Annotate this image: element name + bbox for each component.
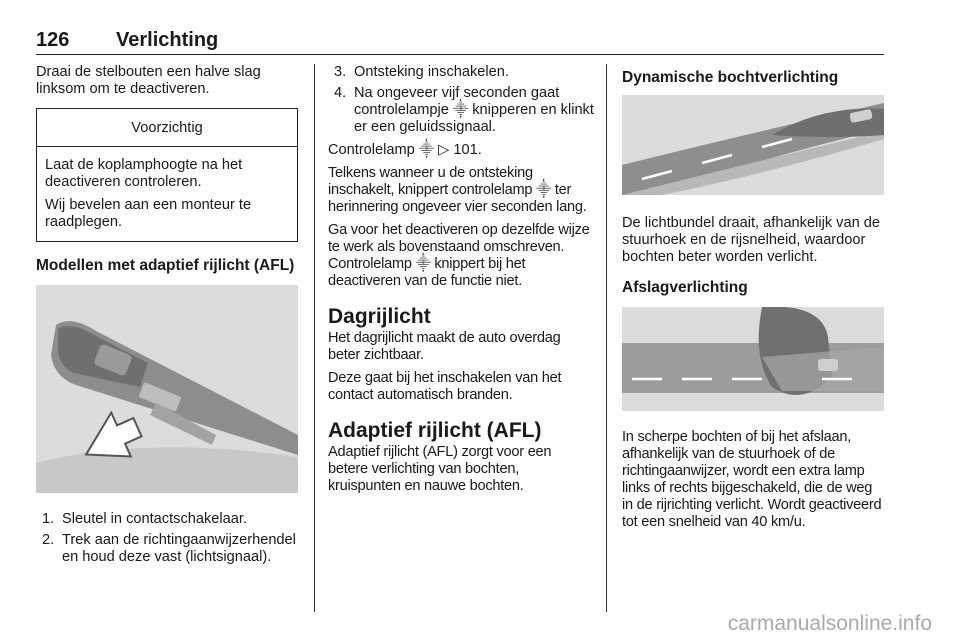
caution-box <box>36 108 298 242</box>
column-right <box>622 64 884 537</box>
paragraph: Adaptief rijlicht (AFL) zorgt voor een betere verlichting van bochten, kruispunten en nauwe bochten. <box>328 444 552 494</box>
caution-title: Voorzichtig <box>37 109 297 147</box>
afl-models-heading: Modellen met adaptief rijlicht (AFL) <box>36 257 295 274</box>
column-left <box>36 64 298 572</box>
page-number: 126 <box>36 29 70 51</box>
step-list <box>328 64 594 136</box>
lever-illustration <box>36 285 298 493</box>
caution-text: Wij bevelen aan een monteur te raadplegen. <box>45 197 252 230</box>
list-item: 3. Ontsteking inschakelen. <box>334 64 509 80</box>
dynamic-bend-heading: Dynamische bochtverlichting <box>622 69 839 86</box>
cornering-light-illustration <box>622 307 884 411</box>
column-divider <box>606 64 607 612</box>
caution-text: Laat de koplamphoogte na het deactiveren controleren. <box>45 157 243 190</box>
adaptive-lights-heading: Adaptief rijlicht (AFL) <box>328 419 542 442</box>
column-middle <box>328 64 594 501</box>
list-item: 1. Sleutel in contactschakelaar. <box>42 511 247 527</box>
section-title: Verlichting <box>116 29 219 51</box>
paragraph: Ga voor het deactiveren op dezelfde wijze te werk als bovenstaand omschreven. Controlelamp ⸎ knippert bij het deactiveren van de functie niet. <box>328 222 590 289</box>
paragraph: Deze gaat bij het inschakelen van het contact automatisch branden. <box>328 370 562 403</box>
paragraph: Het dagrijlicht maakt de auto overdag beter zichtbaar. <box>328 330 561 363</box>
paragraph: Telkens wanneer u de ontsteking inschakelt, knippert controlelamp ⸎ ter herinnering ongeveer vier seconden lang. <box>328 165 587 215</box>
cornering-light-heading: Afslagverlichting <box>622 279 748 296</box>
list-item: 2. Trek aan de richtingaanwijzerhendel en houd deze vast (lichtsignaal). <box>42 532 296 565</box>
column-divider <box>314 64 315 612</box>
paragraph: In scherpe bochten of bij het afslaan, afhankelijk van de stuurhoek of de richtingaanwijzer, wordt een extra lamp links of rechts bijgeschakeld, die de weg in de rijrichting verlicht. Wordt geactiveerd tot een snelheid van 40 km/u. <box>622 429 882 530</box>
intro-paragraph: Draai de stelbouten een halve slag linksom om te deactiveren. <box>36 64 261 97</box>
dynamic-bend-illustration <box>622 95 884 195</box>
step-list <box>36 511 298 566</box>
page-header <box>36 24 884 55</box>
paragraph: De lichtbundel draait, afhankelijk van de stuurhoek en de rijsnelheid, waardoor bochten beter worden verlicht. <box>622 215 880 265</box>
control-lamp-ref: Controlelamp ⸎ ▷ 101. <box>328 142 482 158</box>
watermark: carmanualsonline.info <box>727 612 932 635</box>
list-item: 4. Na ongeveer vijf seconden gaat controlelampje ⸎ knipperen en klinkt er een geluidssignaal. <box>334 85 594 135</box>
daytime-lights-heading: Dagrijlicht <box>328 305 431 328</box>
